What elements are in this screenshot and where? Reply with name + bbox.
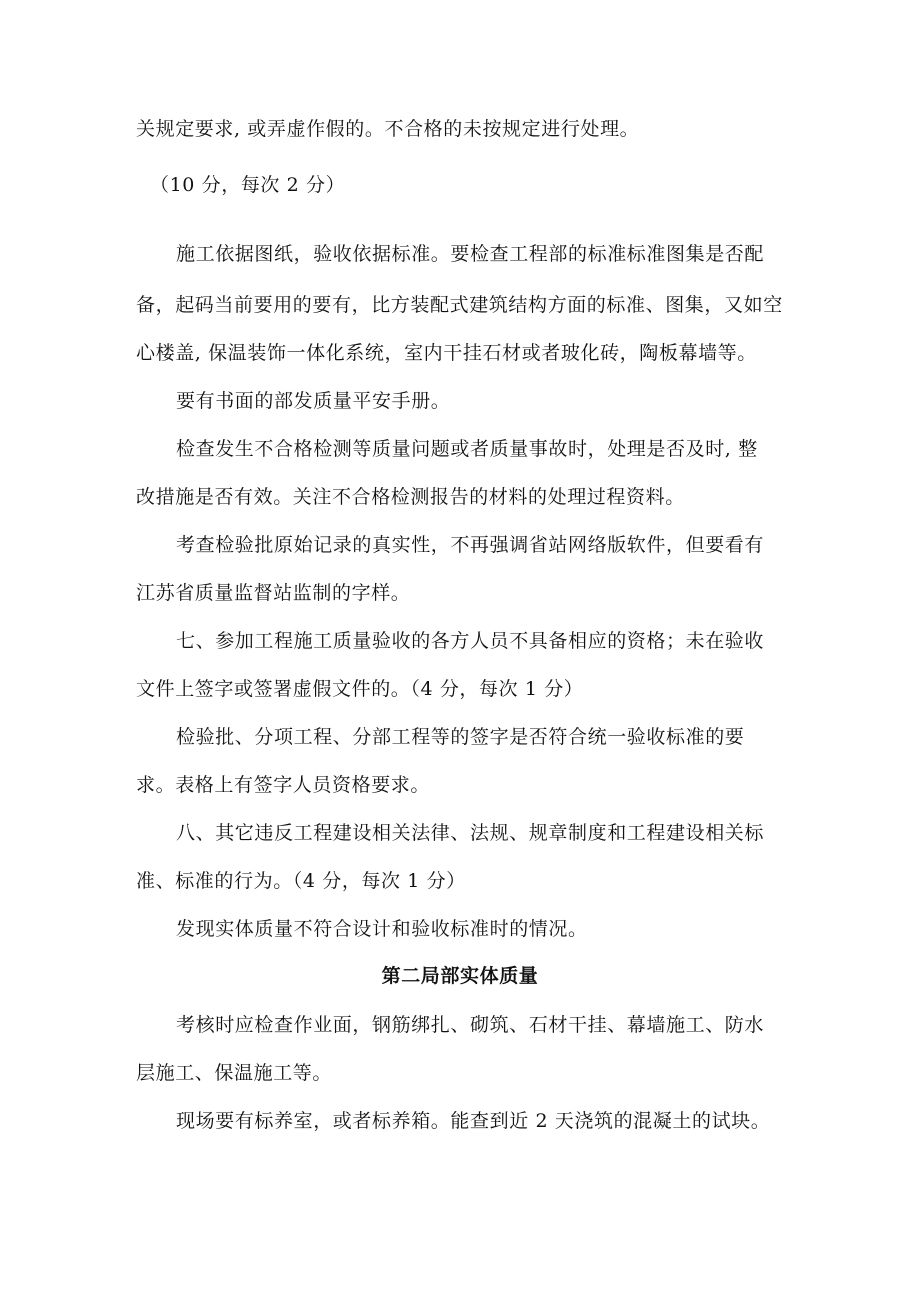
score-note: （10 分，每次 2 分） [150,174,346,196]
text-line: 七、参加工程施工质量验收的各方人员不具备相应的资格；未在验收 [176,630,765,652]
text-line: 要有书面的部发质量平安手册。 [176,390,451,412]
text-line: 现场要有标养室，或者标养箱。能查到近 2 天浇筑的混凝土的试块。 [176,1110,771,1132]
text-line: 发现实体质量不符合设计和验收标准时的情况。 [176,918,588,940]
section-heading: 第二局部实体质量 [381,965,539,987]
text-line: 考核时应检查作业面，钢筋绑扎、砌筑、石材干挂、幕墙施工、防水 [176,1014,765,1036]
text-line: 文件上签字或签署虚假文件的。（4 分，每次 1 分） [136,678,584,700]
text-line: 检查发生不合格检测等质量问题或者质量事故时，处理是否及时, 整 [176,438,758,460]
text-line: 八、其它违反工程建设相关法律、法规、规章制度和工程建设相关标 [176,822,765,844]
text-line: 关规定要求, 或弄虚作假的。不合格的未按规定进行处理。 [136,118,640,140]
text-line: 检验批、分项工程、分部工程等的签字是否符合统一验收标准的要 [176,726,745,748]
text-line: 准、标准的行为。（4 分，每次 1 分） [136,870,466,892]
text-line: 心楼盖, 保温装饰一体化系统，室内干挂石材或者玻化砖，陶板幕墙等。 [136,342,757,364]
text-line: 考查检验批原始记录的真实性，不再强调省站网络版软件，但要看有 [176,534,765,556]
text-line: 备，起码当前要用的要有，比方装配式建筑结构方面的标准、图集，又如空 [136,294,783,316]
text-line: 施工依据图纸，验收依据标准。要检查工程部的标准标准图集是否配 [176,243,765,265]
text-line: 层施工、保温施工等。 [136,1062,333,1084]
text-line: 改措施是否有效。关注不合格检测报告的材料的处理过程资料。 [136,486,685,508]
text-line: 求。表格上有签字人员资格要求。 [136,774,431,796]
text-line: 江苏省质量监督站监制的字样。 [136,582,411,604]
